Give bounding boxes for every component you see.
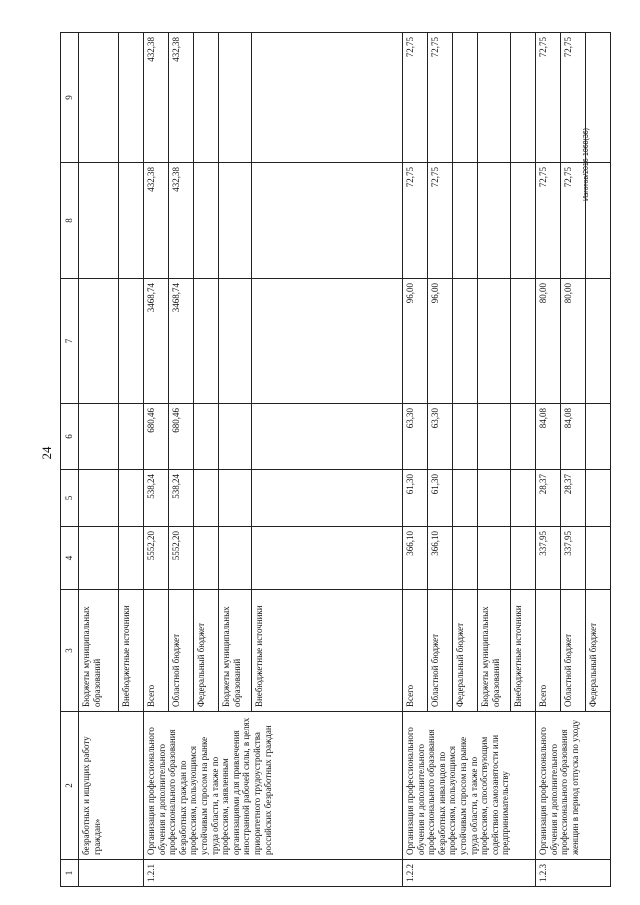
- funding-source: Федеральный бюджет: [453, 590, 478, 712]
- amount-cell: 72,75: [561, 33, 586, 163]
- amount-cell: 3468,74: [144, 279, 169, 404]
- amount-cell: [453, 163, 478, 279]
- amount-cell: 80,00: [561, 279, 586, 404]
- amount-cell: 80,00: [536, 279, 561, 404]
- funding-source: Бюджеты муниципальных образований: [79, 590, 119, 712]
- amount-cell: [453, 404, 478, 470]
- table-row: [403, 33, 428, 887]
- amount-cell: [79, 470, 119, 527]
- item-description: Организация профессионального обучения и дополнительного профессионального образования безработных граждан по профессиям, пользующимся устойчивым спросом на рынке труда области, а также по профессиям, заявленным организациями для привлечения иностранной рабочей силы, в целях приоритетного трудоустройства российских безработных граждан: [144, 712, 403, 860]
- amount-cell: 5552,20: [144, 527, 169, 590]
- amount-cell: 72,75: [536, 33, 561, 163]
- amount-cell: [586, 279, 611, 404]
- amount-cell: [586, 470, 611, 527]
- amount-cell: [219, 279, 252, 404]
- item-index: 1.2.3: [536, 860, 611, 887]
- amount-cell: 680,46: [169, 404, 194, 470]
- amount-cell: [79, 279, 119, 404]
- amount-cell: 432,38: [144, 33, 169, 163]
- amount-cell: [194, 404, 219, 470]
- amount-cell: [219, 470, 252, 527]
- amount-cell: [79, 527, 119, 590]
- amount-cell: [194, 163, 219, 279]
- column-header: 1: [61, 860, 79, 887]
- amount-cell: 538,24: [169, 470, 194, 527]
- amount-cell: [219, 163, 252, 279]
- funding-source: Внебюджетные источники: [119, 590, 144, 712]
- amount-cell: [219, 404, 252, 470]
- column-header: 7: [61, 279, 79, 404]
- page-number: 24: [39, 446, 54, 460]
- funding-source: Всего: [144, 590, 169, 712]
- amount-cell: 3468,74: [169, 279, 194, 404]
- amount-cell: 366,10: [403, 527, 428, 590]
- funding-table: [60, 32, 611, 887]
- column-header: 6: [61, 404, 79, 470]
- funding-source: Федеральный бюджет: [194, 590, 219, 712]
- amount-cell: [252, 527, 403, 590]
- column-header: 9: [61, 33, 79, 163]
- amount-cell: 61,30: [428, 470, 453, 527]
- funding-source: Федеральный бюджет: [586, 590, 611, 712]
- funding-source: Областной бюджет: [561, 590, 586, 712]
- column-header: 4: [61, 527, 79, 590]
- amount-cell: [478, 470, 511, 527]
- column-header: 3: [61, 590, 79, 712]
- amount-cell: [219, 33, 252, 163]
- funding-source: Бюджеты муниципальных образований: [219, 590, 252, 712]
- amount-cell: 84,08: [561, 404, 586, 470]
- amount-cell: [478, 33, 511, 163]
- amount-cell: [453, 33, 478, 163]
- item-index: 1.2.2: [403, 860, 536, 887]
- amount-cell: [194, 470, 219, 527]
- item-description: безработных и ищущих работу граждан»: [79, 712, 144, 860]
- funding-source: Областной бюджет: [169, 590, 194, 712]
- amount-cell: [119, 163, 144, 279]
- funding-source: Бюджеты муниципальных образований: [478, 590, 511, 712]
- amount-cell: [119, 279, 144, 404]
- amount-cell: [252, 163, 403, 279]
- document-code: Изготов/2016-1068(36): [583, 128, 590, 202]
- amount-cell: 337,95: [561, 527, 586, 590]
- amount-cell: [79, 163, 119, 279]
- column-header: 5: [61, 470, 79, 527]
- item-description: Организация профессионального обучения и дополнительного профессионального образования безработных инвалидов по профессиям, пользующимся устойчивым спросом на рынке труда области, а также по профессиям, способствующим содействию самозанятости или предпринимательству: [403, 712, 536, 860]
- column-header: 2: [61, 712, 79, 860]
- amount-cell: 432,38: [144, 163, 169, 279]
- amount-cell: 366,10: [428, 527, 453, 590]
- amount-cell: 72,75: [403, 163, 428, 279]
- amount-cell: [119, 527, 144, 590]
- amount-cell: 337,95: [536, 527, 561, 590]
- amount-cell: [511, 527, 536, 590]
- amount-cell: [119, 404, 144, 470]
- column-header: 8: [61, 163, 79, 279]
- amount-cell: [586, 163, 611, 279]
- amount-cell: 28,37: [536, 470, 561, 527]
- amount-cell: 5552,20: [169, 527, 194, 590]
- amount-cell: 61,30: [403, 470, 428, 527]
- item-description: Организация профессионального обучения и дополнительного профессионального образования женщин в период отпуска по уходу: [536, 712, 611, 860]
- amount-cell: 538,24: [144, 470, 169, 527]
- amount-cell: [219, 527, 252, 590]
- amount-cell: [453, 527, 478, 590]
- amount-cell: [478, 404, 511, 470]
- amount-cell: [478, 163, 511, 279]
- funding-source: Областной бюджет: [428, 590, 453, 712]
- amount-cell: 72,75: [561, 163, 586, 279]
- amount-cell: [79, 33, 119, 163]
- amount-cell: 680,46: [144, 404, 169, 470]
- amount-cell: 72,75: [403, 33, 428, 163]
- amount-cell: [194, 527, 219, 590]
- item-index: [79, 860, 144, 887]
- amount-cell: [252, 404, 403, 470]
- amount-cell: 84,08: [536, 404, 561, 470]
- amount-cell: [586, 404, 611, 470]
- table-row: [536, 33, 561, 887]
- amount-cell: 63,30: [403, 404, 428, 470]
- amount-cell: 96,00: [428, 279, 453, 404]
- amount-cell: [453, 279, 478, 404]
- amount-cell: [119, 470, 144, 527]
- amount-cell: 28,37: [561, 470, 586, 527]
- amount-cell: [194, 33, 219, 163]
- funding-source: Внебюджетные источники: [511, 590, 536, 712]
- amount-cell: [511, 33, 536, 163]
- amount-cell: [586, 527, 611, 590]
- amount-cell: [79, 404, 119, 470]
- amount-cell: 432,38: [169, 163, 194, 279]
- amount-cell: 72,75: [536, 163, 561, 279]
- table-row: [79, 33, 119, 887]
- amount-cell: [478, 279, 511, 404]
- amount-cell: [119, 33, 144, 163]
- funding-source: Внебюджетные источники: [252, 590, 403, 712]
- amount-cell: 72,75: [428, 163, 453, 279]
- amount-cell: [511, 470, 536, 527]
- amount-cell: 432,38: [169, 33, 194, 163]
- amount-cell: 96,00: [403, 279, 428, 404]
- amount-cell: [511, 404, 536, 470]
- amount-cell: [252, 470, 403, 527]
- amount-cell: [586, 33, 611, 163]
- amount-cell: [453, 470, 478, 527]
- funding-source: Всего: [403, 590, 428, 712]
- header-row: [61, 33, 79, 887]
- amount-cell: [478, 527, 511, 590]
- amount-cell: 63,30: [428, 404, 453, 470]
- amount-cell: [252, 279, 403, 404]
- amount-cell: [511, 163, 536, 279]
- funding-source: Всего: [536, 590, 561, 712]
- item-index: 1.2.1: [144, 860, 403, 887]
- amount-cell: 72,75: [428, 33, 453, 163]
- table-row: [144, 33, 169, 887]
- amount-cell: [511, 279, 536, 404]
- amount-cell: [252, 33, 403, 163]
- amount-cell: [194, 279, 219, 404]
